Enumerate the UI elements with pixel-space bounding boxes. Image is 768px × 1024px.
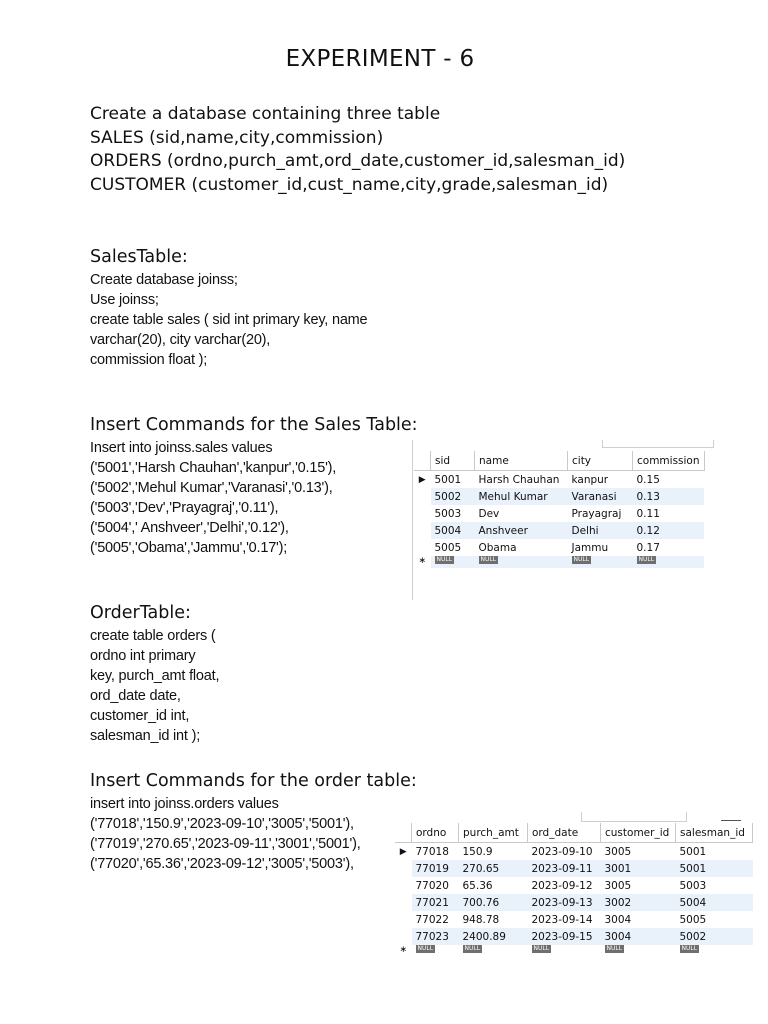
grid-cell[interactable]: Anshveer xyxy=(475,522,568,539)
grid-column-header[interactable]: commission xyxy=(633,451,705,471)
sales-insert-code xyxy=(90,438,336,558)
grid-cell[interactable]: 3002 xyxy=(601,894,676,911)
grid-row[interactable] xyxy=(414,471,704,489)
sales-table-heading: SalesTable: xyxy=(90,247,188,267)
grid-cell[interactable]: Varanasi xyxy=(568,488,633,505)
code-line: create table sales ( sid int primary key, name xyxy=(90,312,368,328)
grid-cell[interactable]: 5001 xyxy=(679,845,707,858)
grid-cell[interactable]: 0.12 xyxy=(633,522,705,539)
grid-cell[interactable]: Dev xyxy=(478,507,500,520)
grid-cell[interactable]: 5005 xyxy=(679,913,707,926)
code-line: Create database joinss; xyxy=(90,272,238,288)
grid-cell[interactable]: 5004 xyxy=(431,522,475,539)
code-line: salesman_id int ); xyxy=(90,728,201,744)
page-title: EXPERIMENT - 6 xyxy=(285,46,475,72)
grid-cell[interactable]: 2023-09-11 xyxy=(528,860,601,877)
grid-cell[interactable]: 5004 xyxy=(676,894,753,911)
grid-cell[interactable]: Mehul Kumar xyxy=(475,488,568,505)
code-line: ('77018','150.9','2023-09-10','3005','5001'), xyxy=(90,816,354,832)
grid-row[interactable] xyxy=(414,539,704,556)
grid-cell[interactable]: 0.17 xyxy=(636,541,660,554)
grid-cell[interactable]: 5001 xyxy=(676,860,753,877)
grid-indicator-header xyxy=(395,823,412,843)
row-pointer-icon: ▶ xyxy=(399,846,407,857)
null-badge: NULL xyxy=(480,556,497,563)
code-line: customer_id int, xyxy=(90,708,190,724)
grid-column-header[interactable]: customer_id xyxy=(601,823,676,843)
grid-cell[interactable]: 77021 xyxy=(412,894,459,911)
null-badge: NULL xyxy=(638,556,655,563)
intro-line: SALES (sid,name,city,commission) xyxy=(90,127,384,148)
null-badge: NULL xyxy=(573,556,590,563)
grid-cell[interactable]: 2023-09-10 xyxy=(531,845,593,858)
grid-column-header[interactable]: name xyxy=(475,451,568,471)
code-line: ('5003','Dev','Prayagraj','0.11'), xyxy=(90,500,279,516)
grid-cell[interactable]: Delhi xyxy=(568,522,633,539)
null-badge: NULL xyxy=(417,945,434,952)
grid-cell[interactable]: 65.36 xyxy=(462,879,493,892)
grid-row[interactable] xyxy=(395,894,753,911)
grid-cell[interactable]: kanpur xyxy=(571,473,609,486)
grid-cell[interactable]: 2023-09-13 xyxy=(528,894,601,911)
code-line: insert into joinss.orders values xyxy=(90,796,279,812)
code-line: ('5002','Mehul Kumar','Varanasi','0.13'), xyxy=(90,480,333,496)
grid-cell[interactable]: Jammu xyxy=(571,541,609,554)
grid-cell[interactable]: Prayagraj xyxy=(571,507,622,520)
code-line: ('77020','65.36','2023-09-12','3005','5003'), xyxy=(90,856,354,872)
grid-cell[interactable]: 0.13 xyxy=(633,488,705,505)
sales-result-grid xyxy=(412,440,752,600)
grid-row[interactable] xyxy=(414,522,704,539)
grid-row[interactable] xyxy=(395,911,753,928)
code-line: ordno int primary xyxy=(90,648,196,664)
grid-cell[interactable]: 77019 xyxy=(412,860,459,877)
order-table-code xyxy=(90,626,219,746)
code-line: Use joinss; xyxy=(90,292,159,308)
grid-column-header[interactable]: ordno xyxy=(412,823,459,843)
grid-indicator-header xyxy=(414,451,431,471)
grid-cell[interactable]: 5003 xyxy=(679,879,707,892)
code-line: ('77019','270.65','2023-09-11','3001','5001'), xyxy=(90,836,361,852)
sales-table-code xyxy=(90,270,367,370)
intro-line: ORDERS (ordno,purch_amt,ord_date,customer_id,salesman_id) xyxy=(90,151,626,171)
grid-cell[interactable]: 2023-09-14 xyxy=(531,913,593,926)
grid-cell[interactable]: 2023-09-15 xyxy=(528,928,601,945)
order-insert-heading: Insert Commands for the order table: xyxy=(90,771,417,791)
grid-cell[interactable]: 5002 xyxy=(676,928,753,945)
grid-column-header[interactable]: salesman_id xyxy=(676,823,753,843)
grid-cell[interactable]: 3005 xyxy=(604,845,632,858)
grid-column-header[interactable]: ord_date xyxy=(528,823,601,843)
grid-cell[interactable]: 3004 xyxy=(601,928,676,945)
grid-cell[interactable]: 77018 xyxy=(415,845,449,858)
intro-line: Create a database containing three table xyxy=(90,104,441,124)
code-line: Insert into joinss.sales values xyxy=(90,440,273,456)
null-badge: NULL xyxy=(533,945,550,952)
intro-line: CUSTOMER (customer_id,cust_name,city,grade,salesman_id) xyxy=(90,174,609,195)
grid-cell[interactable]: 700.76 xyxy=(459,894,528,911)
grid-cell[interactable]: 5005 xyxy=(434,541,462,554)
grid-row[interactable] xyxy=(395,877,753,894)
grid-cell[interactable]: 0.11 xyxy=(636,507,660,520)
orders-grid-table xyxy=(395,823,753,957)
null-badge: NULL xyxy=(436,556,453,563)
grid-column-header[interactable]: purch_amt xyxy=(459,823,528,843)
grid-cell[interactable]: 2023-09-12 xyxy=(531,879,593,892)
grid-row[interactable] xyxy=(395,928,753,945)
code-line: ('5001','Harsh Chauhan','kanpur','0.15'), xyxy=(90,460,337,476)
grid-row[interactable] xyxy=(414,488,704,505)
code-line: key, purch_amt float, xyxy=(90,668,220,684)
intro-block xyxy=(90,103,625,197)
grid-new-row[interactable] xyxy=(414,556,704,568)
code-line: ('5005','Obama','Jammu','0.17'); xyxy=(90,540,288,556)
grid-cell[interactable]: Harsh Chauhan xyxy=(478,473,560,486)
code-line: varchar(20), city varchar(20), xyxy=(90,332,271,348)
grid-column-header[interactable]: city xyxy=(568,451,633,471)
grid-row[interactable] xyxy=(414,505,704,522)
grid-cell[interactable]: 3004 xyxy=(604,913,632,926)
grid-row[interactable] xyxy=(395,860,753,877)
grid-column-header[interactable]: sid xyxy=(431,451,475,471)
grid-cell[interactable]: 77023 xyxy=(412,928,459,945)
code-line: ('5004',' Anshveer','Delhi','0.12'), xyxy=(90,520,289,536)
grid-cell[interactable]: Obama xyxy=(478,541,517,554)
code-line: commission float ); xyxy=(90,352,208,368)
grid-new-row[interactable] xyxy=(395,945,753,957)
sales-insert-heading: Insert Commands for the Sales Table: xyxy=(90,415,418,435)
null-badge: NULL xyxy=(606,945,623,952)
order-table-heading: OrderTable: xyxy=(90,603,191,623)
order-insert-code xyxy=(90,794,361,874)
grid-row[interactable] xyxy=(395,843,753,861)
grid-cell[interactable]: 270.65 xyxy=(459,860,528,877)
grid-cell[interactable]: 150.9 xyxy=(462,845,493,858)
grid-cell[interactable]: 5001 xyxy=(434,473,462,486)
row-pointer-icon: ▶ xyxy=(418,474,426,485)
new-row-marker-icon: ∗ xyxy=(399,945,408,955)
code-line: create table orders ( xyxy=(90,628,216,644)
code-line: ord_date date, xyxy=(90,688,181,704)
grid-cell[interactable]: 948.78 xyxy=(462,913,500,926)
grid-cell[interactable]: 3005 xyxy=(604,879,632,892)
sales-grid-table xyxy=(414,451,705,568)
grid-cell[interactable]: 5002 xyxy=(431,488,475,505)
grid-cell[interactable]: 77022 xyxy=(415,913,449,926)
grid-cell[interactable]: 5003 xyxy=(434,507,462,520)
grid-cell[interactable]: 0.15 xyxy=(636,473,660,486)
grid-cell[interactable]: 77020 xyxy=(415,879,449,892)
null-badge: NULL xyxy=(681,945,698,952)
new-row-marker-icon: ∗ xyxy=(418,556,427,566)
orders-result-grid xyxy=(393,812,763,972)
grid-header-row xyxy=(395,823,753,843)
grid-cell[interactable]: 3001 xyxy=(601,860,676,877)
grid-header-row xyxy=(414,451,704,471)
grid-cell[interactable]: 2400.89 xyxy=(459,928,528,945)
null-badge: NULL xyxy=(464,945,481,952)
